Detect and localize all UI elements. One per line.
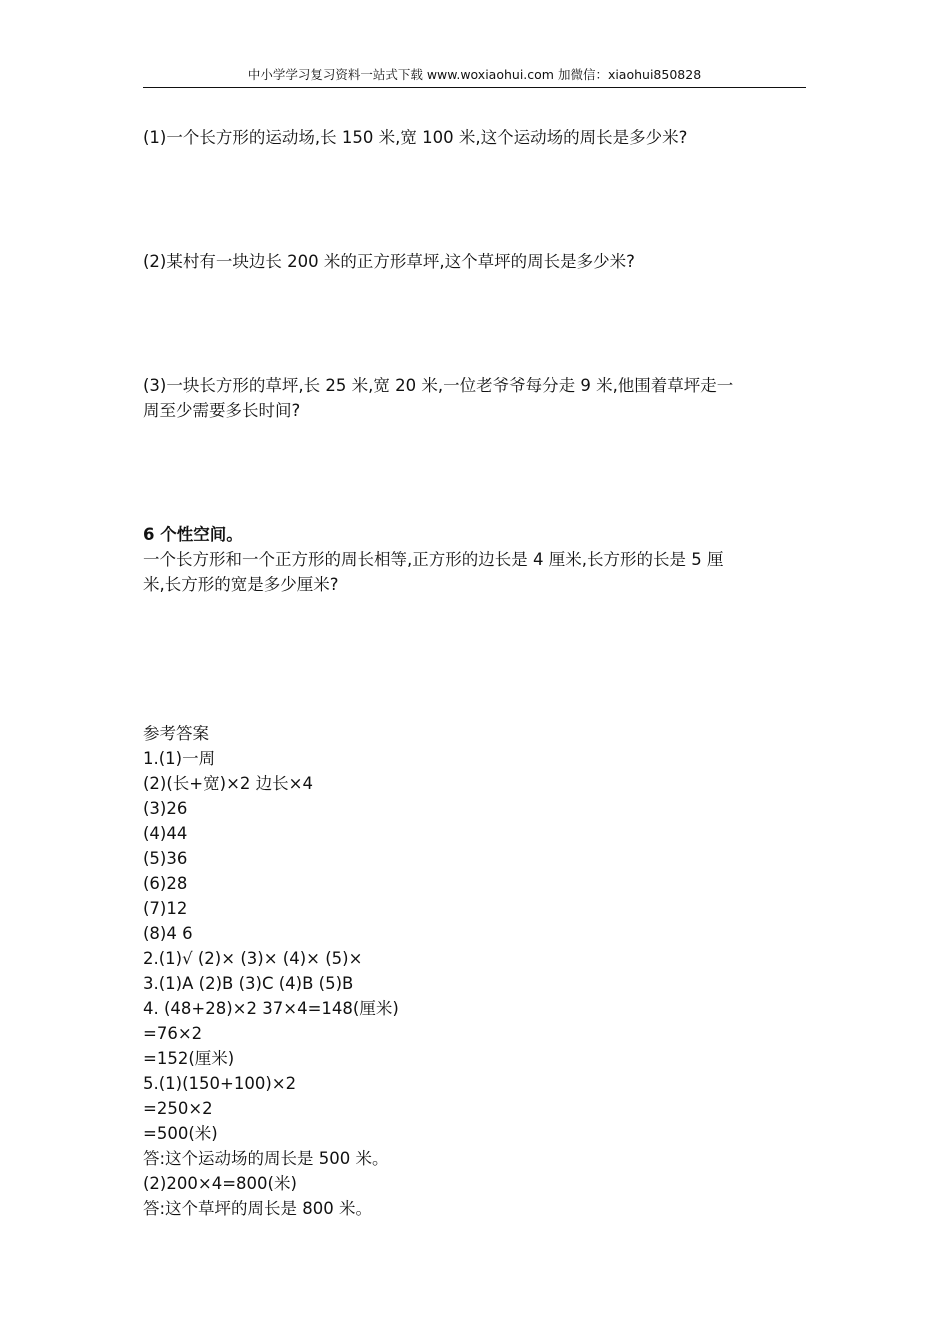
answer-line: 答:这个草坪的周长是 800 米。 — [143, 1199, 373, 1218]
section-6-line-2: 米,长方形的宽是多少厘米? — [143, 575, 339, 594]
answer-line: (5)36 — [143, 849, 188, 868]
answer-line: (7)12 — [143, 899, 188, 918]
answer-line: =76×2 — [143, 1024, 203, 1043]
answer-line: 答:这个运动场的周长是 500 米。 — [143, 1149, 389, 1168]
question-2: (2)某村有一块边长 200 米的正方形草坪,这个草坪的周长是多少米? — [143, 252, 635, 271]
section-6-line-1: 一个长方形和一个正方形的周长相等,正方形的边长是 4 厘米,长方形的长是 5 厘 — [143, 550, 724, 569]
answer-line: =500(米) — [143, 1124, 218, 1143]
answer-line: =250×2 — [143, 1099, 213, 1118]
answer-line: 1.(1)一周 — [143, 749, 216, 768]
answer-line: 2.(1)√ (2)× (3)× (4)× (5)× — [143, 949, 363, 968]
answer-line: (3)26 — [143, 799, 188, 818]
answers-title: 参考答案 — [143, 724, 209, 743]
answer-line: 5.(1)(150+100)×2 — [143, 1074, 297, 1093]
answer-line: 3.(1)A (2)B (3)C (4)B (5)B — [143, 974, 354, 993]
header-divider — [143, 87, 806, 88]
answer-line: 4. (48+28)×2 37×4=148(厘米) — [143, 999, 399, 1018]
section-6-title: 6 个性空间。 — [143, 525, 243, 544]
page-header: 中小学学习复习资料一站式下载 www.woxiaohui.com 加微信：xiaohui850828 — [247, 67, 702, 82]
answer-line: (2)200×4=800(米) — [143, 1174, 297, 1193]
answer-line: (8)4 6 — [143, 924, 193, 943]
answer-line: (4)44 — [143, 824, 188, 843]
answer-line: (2)(长+宽)×2 边长×4 — [143, 774, 313, 793]
question-1: (1)一个长方形的运动场,长 150 米,宽 100 米,这个运动场的周长是多少米? — [143, 128, 688, 147]
answer-line: (6)28 — [143, 874, 188, 893]
question-3-line-1: (3)一块长方形的草坪,长 25 米,宽 20 米,一位老爷爷每分走 9 米,他围着草坪走一 — [143, 376, 734, 395]
question-3-line-2: 周至少需要多长时间? — [143, 401, 301, 420]
answer-line: =152(厘米) — [143, 1049, 235, 1068]
